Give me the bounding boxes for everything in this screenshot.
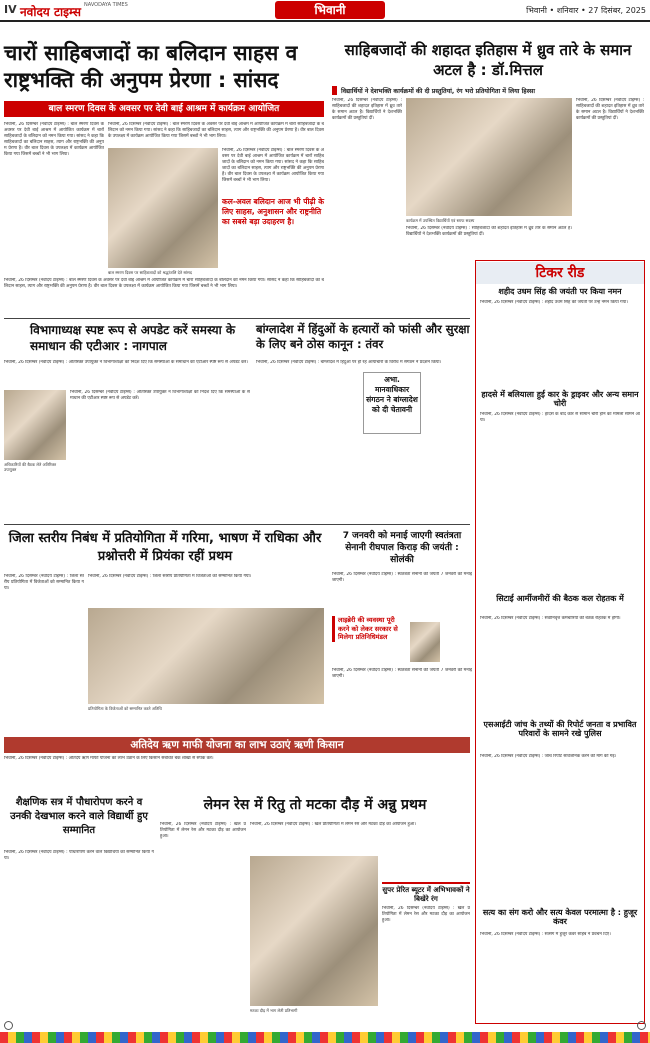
page-number: IV [4, 3, 17, 16]
story8-photo-caption: मटका दौड़ में भाग लेती प्रतिभागी [250, 1008, 298, 1013]
ticker-item2-body: भिवानी, 26 दिसम्बर (नवोदय टाइम्स) : हादसे के बाद कार से सामान चोरी होने का मामला सामने आया। [480, 412, 640, 424]
ticker-item3-title: सिटाई आर्मीजमीरों की बैठक कल रोहतक में [496, 594, 624, 603]
story8-box-title: सुपर प्रेरित ब्यूटर में अभिभावकों ने बिखेरे रंग [382, 882, 470, 904]
story5-headline: जिला स्तरीय निबंध में प्रतियोगिता में गरिमा, भाषण में राधिका और प्रश्नोत्तरी में प्रियंका रहीं प्रथम [8, 531, 322, 564]
ticker-item2-title: हादसे में बलियाला हुई कार के ड्राइवर और अन्य समान चोरी [481, 390, 639, 409]
story7-headline: शैक्षणिक सत्र में पौधारोपण करने व उनकी देखभाल करने वाले विद्यार्थी हुए सम्मानित [10, 797, 148, 836]
story7-body: भिवानी, 26 दिसम्बर (नवोदय टाइम्स) : पौधारोपण करने वाले विद्यार्थियों को सम्मानित किया गया। [4, 850, 154, 862]
ticker-title: टिकर रीड [476, 262, 644, 284]
edition-date: भिवानी • शनिवार • 27 दिसंबर, 2025 [526, 6, 646, 15]
lead-photo-2 [108, 148, 218, 268]
registration-mark-icon [4, 1021, 13, 1030]
story2-photo-caption: कार्यक्रम में उपस्थित विद्यार्थियों एवं स्टाफ सदस्य [406, 218, 475, 223]
story2-kicker: विद्यार्थियों ने देशभक्ति कार्यक्रमों की दी प्रस्तुतियां, रंग भरो प्रतियोगिता में लिया हिस्सा [332, 86, 644, 95]
ticker-item1-body: भिवानी, 26 दिसम्बर (नवोदय टाइम्स) : शहीद उधम सिंह की जयंती पर उन्हें नमन किया गया। [480, 300, 628, 305]
lead-body-right: भिवानी, 26 दिसम्बर (नवोदय टाइम्स) : बाल स्मरण दिवस के अवसर पर देवी बाई आश्रम में आयोजित कार्यक्रम में चारों साहिबजादों के बलिदान को नमन किया गया। सांसद ने कहा कि साहिबजादों का बलिदान साहस, त्याग और राष्ट्रभक्ति की अनुपम प्रेरणा है। वीर बाल दिवस के उपलक्ष्य में कार्यक्रम आयोजित किया गया जिसमें बच्चों ने भी भाग लिया। [222, 148, 324, 184]
story8-photo [250, 856, 378, 1006]
lead-photo-caption: बाल स्मरण दिवस पर साहिबजादों को श्रद्धांजलि देते सांसद [108, 270, 192, 275]
story5-body: भिवानी, 26 दिसम्बर (नवोदय टाइम्स) : जिला स्तरीय प्रतियोगिता में विजेताओं को सम्मानित किया गया। [4, 574, 84, 592]
story8-body-2: भिवानी, 26 दिसम्बर (नवोदय टाइम्स) : खेल प्रतियोगिता में लेमन रेस और मटका दौड़ का आयोजन हुआ। [382, 906, 470, 924]
story4-badge: अभा. मानवाधिकार संगठन ने बांग्लादेश को दी चेतावनी [363, 372, 421, 434]
ticker-item5-body: भिवानी, 26 दिसम्बर (नवोदय टाइम्स) : सत्संग में हुजूर कंवर साहेब ने प्रवचन दिए। [480, 932, 611, 937]
banner-body: भिवानी, 26 दिसम्बर (नवोदय टाइम्स) : अतिदेय ऋण माफी योजना का लाभ उठाने के लिए किसान संबंधित बैंक शाखा से संपर्क करें। [4, 756, 214, 761]
ticker-item5-title: सत्य का संग करो और सत्य केवल परमात्मा है : हुजूर कंवर [482, 908, 638, 927]
story2-body-bottom: भिवानी, 26 दिसम्बर (नवोदय टाइम्स) : साहिबजादों की शहादत इतिहास में ध्रुव तारे के समान अटल है। विद्यार्थियों ने देशभक्ति कार्यक्रमों की प्रस्तुतियां दीं। [406, 226, 572, 238]
story4-body: भिवानी, 26 दिसम्बर (नवोदय टाइम्स) : बांग्लादेश में हिंदुओं पर हो रहे अत्याचारों के विरोध में संगठन ने प्रदर्शन किया। [256, 360, 442, 365]
masthead-tagline: NAVODAYA TIMES [84, 2, 128, 8]
divider [4, 524, 470, 525]
story6-photo [410, 622, 440, 662]
story6-body-2: भिवानी, 26 दिसम्बर (नवोदय टाइम्स) : स्वतंत्रता सेनानी की जयंती 7 जनवरी को मनाई जाएगी। [332, 668, 472, 680]
story5-photo-caption: प्रतियोगिता के विजेताओं को सम्मानित करते अतिथि [88, 706, 162, 711]
story3-body: भिवानी, 26 दिसम्बर (नवोदय टाइम्स) : अतिरिक्त उपायुक्त ने विभागाध्यक्षों को निर्देश दिए कि समस्याओं के समाधान की एटीआर स्पष्ट रूप से अपडेट करें। [4, 360, 248, 365]
story6-headline: 7 जनवरी को मनाई जाएगी स्वतंत्रता सेनानी रीघपाल किराड़ की जयंती : सोलंकी [342, 531, 462, 565]
lead-body-mid: भिवानी, 26 दिसम्बर (नवोदय टाइम्स) : बाल स्मरण दिवस के अवसर पर देवी बाई आश्रम में आयोजित कार्यक्रम में चारों साहिबजादों के बलिदान को नमन किया गया। सांसद ने कहा कि साहिबजादों का बलिदान साहस, त्याग और राष्ट्रभक्ति की अनुपम प्रेरणा है। वीर बाल दिवस के उपलक्ष्य में कार्यक्रम आयोजित किया गया जिसमें बच्चों ने भी भाग लिया। [108, 122, 324, 140]
lead-subhead: बाल स्मरण दिवस के अवसर पर देवी बाई आश्रम में कार्यक्रम आयोजित [4, 101, 324, 117]
lead-body-left: भिवानी, 26 दिसम्बर (नवोदय टाइम्स) : बाल स्मरण दिवस के अवसर पर देवी बाई आश्रम में आयोजित कार्यक्रम में चारों साहिबजादों के बलिदान को नमन किया गया। सांसद ने कहा कि साहिबजादों का बलिदान साहस, त्याग और राष्ट्रभक्ति की अनुपम प्रेरणा है। वीर बाल दिवस के उपलक्ष्य में कार्यक्रम आयोजित किया गया जिसमें बच्चों ने भी भाग लिया। [4, 122, 104, 158]
story6-body: भिवानी, 26 दिसम्बर (नवोदय टाइम्स) : स्वतंत्रता सेनानी की जयंती 7 जनवरी को मनाई जाएगी। [332, 572, 472, 584]
story3-photo [4, 390, 66, 460]
story2-photo [406, 98, 572, 216]
footer-color-bar [0, 1032, 650, 1043]
ticker-item4-title: एसआईटी जांच के तथ्यों की रिपोर्ट जनता व प्रभावित परिवारों के सामने रखे पुलिस [483, 720, 637, 739]
divider [4, 318, 470, 319]
ticker-item3-body: भिवानी, 26 दिसम्बर (नवोदय टाइम्स) : सेवानिवृत्त कर्मचारियों की बैठक रोहतक में होगी। [480, 616, 621, 621]
story5-photo [88, 608, 324, 704]
story2-body-right: भिवानी, 26 दिसम्बर (नवोदय टाइम्स) : साहिबजादों की शहादत इतिहास में ध्रुव तारे के समान अटल है। विद्यार्थियों ने देशभक्ति कार्यक्रमों की प्रस्तुतियां दीं। [576, 98, 644, 122]
section-label: भिवानी [275, 1, 385, 19]
ticker-item1-title: शहीद उधम सिंह की जयंती पर किया नमन [498, 287, 622, 296]
story5-body-2: भिवानी, 26 दिसम्बर (नवोदय टाइम्स) : जिला स्तरीय प्रतियोगिता में विजेताओं को सम्मानित किया गया। [88, 574, 252, 579]
story3-photo-caption: अधिकारियों की बैठक लेते अतिरिक्त उपायुक्त [4, 462, 57, 472]
story8-headline: लेमन रेस में रितु तो मटका दौड़ में अन्नु प्रथम [203, 797, 427, 813]
lead-body-bottom: भिवानी, 26 दिसम्बर (नवोदय टाइम्स) : बाल स्मरण दिवस के अवसर पर देवी बाई आश्रम में आयोजित कार्यक्रम में चारों साहिबजादों के बलिदान को नमन किया गया। सांसद ने कहा कि साहिबजादों का बलिदान साहस, त्याग और राष्ट्रभक्ति की अनुपम प्रेरणा है। वीर बाल दिवस के उपलक्ष्य में कार्यक्रम आयोजित किया गया जिसमें बच्चों ने भी भाग लिया। [4, 278, 324, 290]
lead-pull-quote: कल-अवल बलिदान आज भी पीढ़ी के लिए साहस, अनुशासन और राष्ट्रनीति का सबसे बड़ा उदाहरण है। [222, 197, 324, 226]
story2-body: भिवानी, 26 दिसम्बर (नवोदय टाइम्स) : साहिबजादों की शहादत इतिहास में ध्रुव तारे के समान अटल है। विद्यार्थियों ने देशभक्ति कार्यक्रमों की प्रस्तुतियां दीं। [332, 98, 402, 122]
banner-title: अतिदेय ऋण माफी योजना का लाभ उठाएं ऋणी किसान [4, 737, 470, 753]
story6-subhead: लाइब्रेरी की व्यवस्था पूरी करने को लेकर सरकार से मिलेगा प्रतिनिधिमंडल [332, 616, 404, 642]
story8-body-3: भिवानी, 26 दिसम्बर (नवोदय टाइम्स) : खेल प्रतियोगिता में लेमन रेस और मटका दौड़ का आयोजन हुआ। [250, 822, 416, 827]
story2-headline: साहिबजादों की शहादत इतिहास में ध्रुव तारे के समान अटल है : डॉ.मित्तल [344, 41, 632, 79]
masthead: नवोदय टाइम्स [20, 5, 82, 19]
story3-body-2: भिवानी, 26 दिसम्बर (नवोदय टाइम्स) : अतिरिक्त उपायुक्त ने विभागाध्यक्षों को निर्देश दिए कि समस्याओं के समाधान की एटीआर स्पष्ट रूप से अपडेट करें। [70, 390, 250, 402]
registration-mark-icon [637, 1021, 646, 1030]
page-header [0, 0, 650, 22]
ticker-item4-body: भिवानी, 26 दिसम्बर (नवोदय टाइम्स) : जांच रिपोर्ट सार्वजनिक करने की मांग की गई। [480, 754, 617, 759]
story3-headline: विभागाध्यक्ष स्पष्ट रूप से अपडेट करें समस्या के समाधान की एटीआर : नागपाल [30, 323, 236, 353]
lead-headline: चारों साहिबजादों का बलिदान साहस व राष्ट्रभक्ति की अनुपम प्रेरणा : सांसद [4, 41, 298, 92]
story8-body: भिवानी, 26 दिसम्बर (नवोदय टाइम्स) : खेल प्रतियोगिता में लेमन रेस और मटका दौड़ का आयोजन हुआ। [160, 822, 246, 840]
story4-headline: बांग्लादेश में हिंदुओं के हत्यारों को फांसी और सुरक्षा के लिए बने ठोस कानून : तंवर [256, 322, 470, 351]
